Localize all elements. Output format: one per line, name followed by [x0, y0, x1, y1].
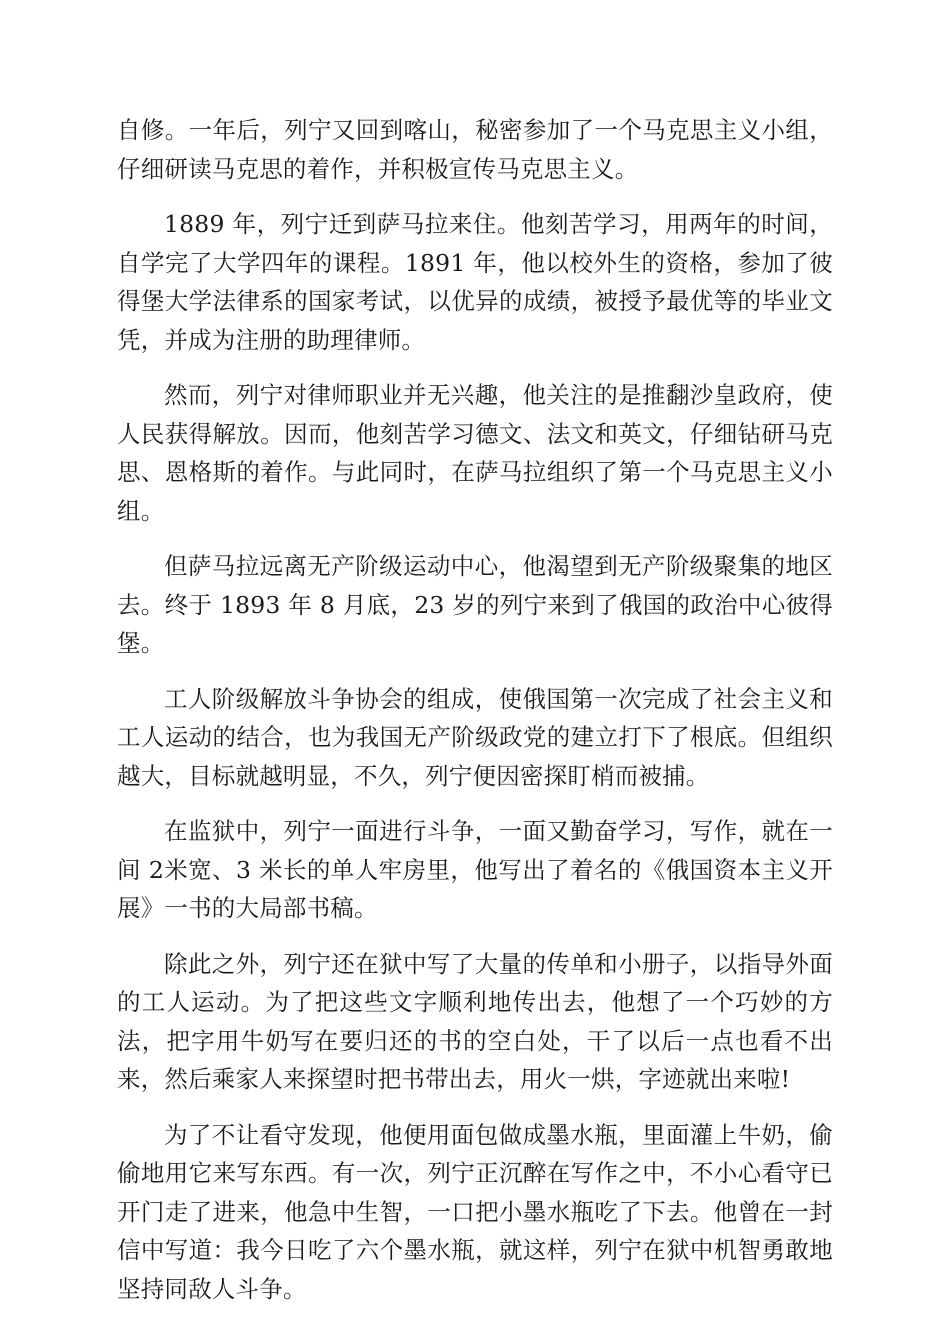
paragraph-4: 但萨马拉远离无产阶级运动中心，他渴望到无产阶级聚集的地区去。终于 1893 年 8 月底，23 岁的列宁来到了俄国的政治中心彼得堡。: [117, 552, 833, 657]
paragraph-5: 工人阶级解放斗争协会的组成，使俄国第一次完成了社会主义和工人运动的结合，也为我国无产阶级政党的建立打下了根底。但组织越大，目标就越明显，不久，列宁便因密探盯梢而被捕。: [117, 684, 833, 790]
document-page: [117, 111, 833, 1325]
paragraph-7: 除此之外，列宁还在狱中写了大量的传单和小册子，以指导外面的工人运动。为了把这些文字顺利地传出去，他想了一个巧妙的方法，把字用牛奶写在要归还的书的空白处，干了以后一点也看不出来，然后乘家人来探望时把书带出去，用火一烘，字迹就出来啦!: [117, 949, 833, 1093]
paragraph-8: 为了不让看守发现，他便用面包做成墨水瓶，里面灌上牛奶，偷偷地用它来写东西。有一次，列宁正沉醉在写作之中，不小心看守已开门走了进来，他急中生智，一口把小墨水瓶吃了下去。他曾在一封信中写道：我今日吃了六个墨水瓶，就这样，列宁在狱中机智勇敢地坚持同敌人斗争。: [117, 1120, 833, 1303]
paragraph-6: 在监狱中，列宁一面进行斗争，一面又勤奋学习，写作，就在一间 2米宽、3 米长的单人牢房里，他写出了着名的《俄国资本主义开展》一书的大局部书稿。: [117, 817, 833, 922]
paragraph-3: 然而，列宁对律师职业并无兴趣，他关注的是推翻沙皇政府，使人民获得解放。因而，他刻苦学习德文、法文和英文，仔细钻研马克思、恩格斯的着作。与此同时，在萨马拉组织了第一个马克思主义小组。: [117, 381, 833, 525]
paragraph-2: 1889 年，列宁迁到萨马拉来住。他刻苦学习，用两年的时间，自学完了大学四年的课程。1891 年，他以校外生的资格，参加了彼得堡大学法律系的国家考试，以优异的成绩，被授予最优等的毕业文凭，并成为注册的助理律师。: [117, 210, 833, 354]
paragraph-1: 自修。一年后，列宁又回到喀山，秘密参加了一个马克思主义小组，仔细研读马克思的着作，并积极宣传马克思主义。: [117, 116, 833, 183]
